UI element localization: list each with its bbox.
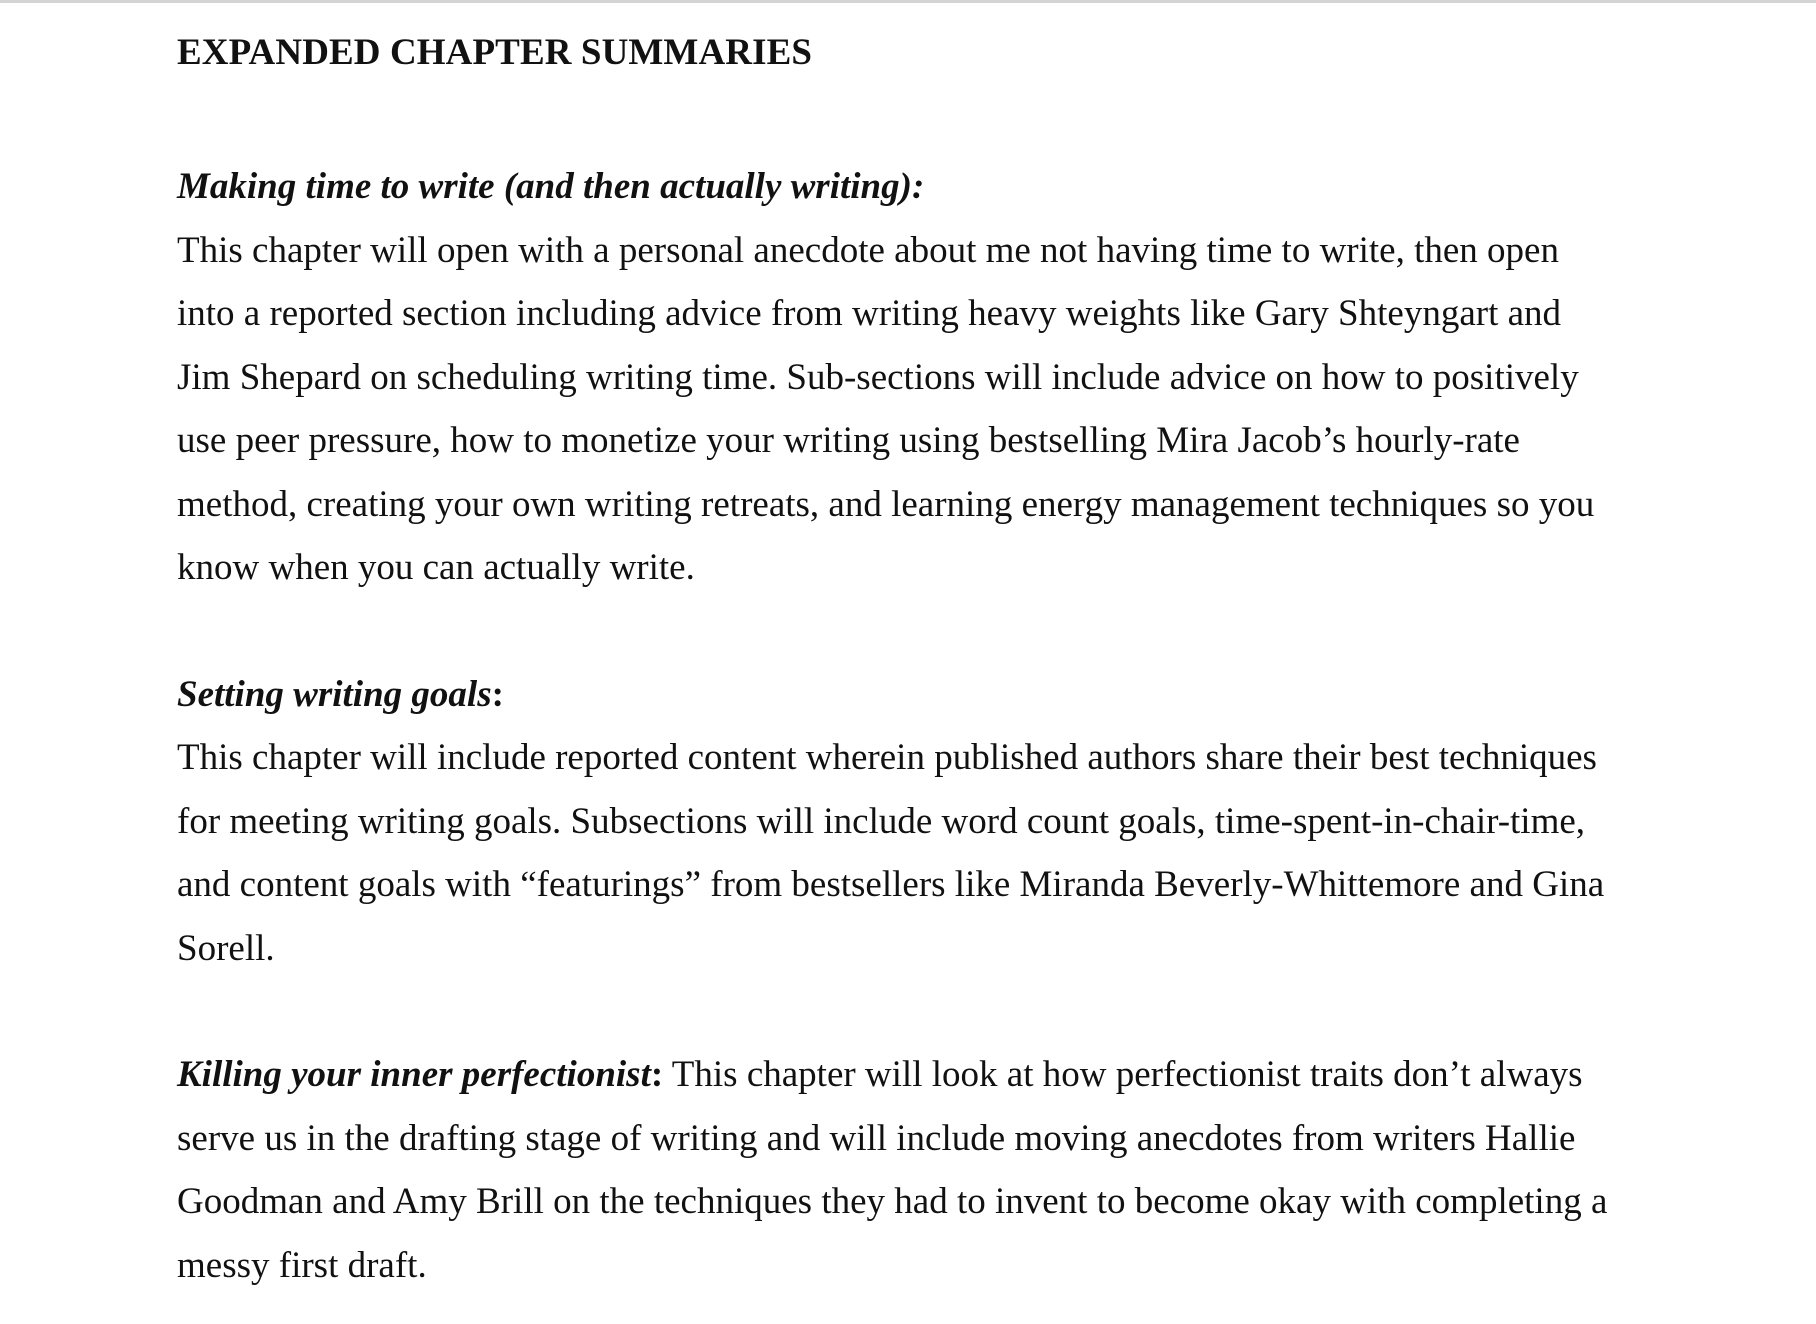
- chapter-heading-setting-goals: Setting writing goals: [177, 673, 492, 715]
- chapter-heading-perfectionist: Killing your inner perfectionist: [177, 1054, 651, 1095]
- chapter-heading-making-time: Making time to write (and then actually writing):: [177, 166, 925, 207]
- chapter-summary-making-time: [177, 155, 1617, 600]
- top-border: [0, 0, 1816, 3]
- chapter-heading-colon: :: [491, 673, 504, 715]
- document-page: [177, 28, 1617, 1297]
- document-title: EXPANDED CHAPTER SUMMARIES: [177, 32, 813, 73]
- chapter-heading-colon: :: [650, 1054, 664, 1095]
- chapter-body-perfectionist: This chapter will look at how perfectionist traits don’t always serve us in the drafting stage of writing and will include moving anecdotes from writers Hallie Goodman and Amy Brill on the techniques they had to invent to become okay with completing a messy first draft.: [177, 1054, 1608, 1286]
- chapter-summary-perfectionist: [177, 1043, 1617, 1297]
- chapter-body-setting-goals: This chapter will include reported content wherein published authors share their best techniques for meeting writing goals. Subsections will include word count goals, time-spent-in-chair-time, and content goals with “featurings” from bestsellers like Miranda Beverly-Whittemore and Gina Sorell.: [177, 737, 1605, 969]
- chapter-summary-setting-goals: [177, 663, 1617, 981]
- chapter-body-making-time: This chapter will open with a personal anecdote about me not having time to write, then open into a reported section including advice from writing heavy weights like Gary Shteyngart and Jim Shepard on scheduling writing time. Sub-sections will include advice on how to positively use peer pressure, how to monetize your writing using bestselling Mira Jacob’s hourly-rate method, creating your own writing retreats, and learning energy management techniques so you know when you can actually write.: [177, 229, 1595, 588]
